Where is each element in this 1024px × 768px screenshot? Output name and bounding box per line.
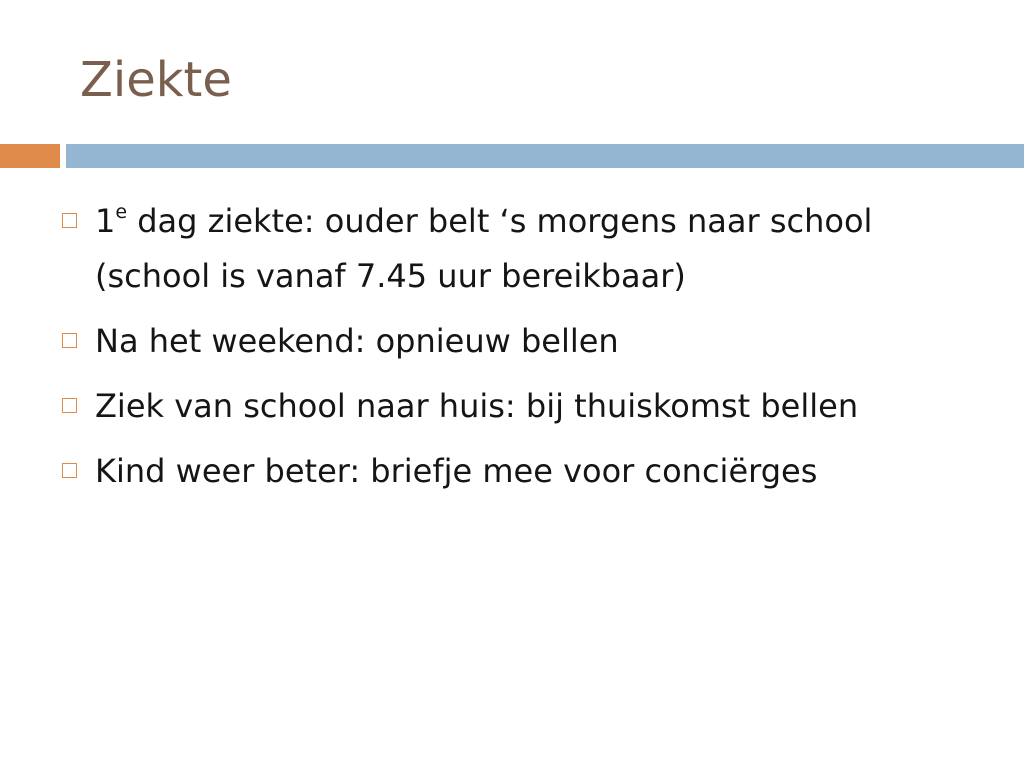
- bullet-text: Kind weer beter: briefje mee voor conciërges: [95, 452, 818, 490]
- bullet-superscript: e: [115, 201, 128, 223]
- accent-bar-orange: [0, 144, 60, 168]
- slide-title: Ziekte: [80, 52, 232, 108]
- bullet-item: [62, 444, 922, 499]
- bullet-text: Na het weekend: opnieuw bellen: [95, 322, 619, 360]
- hollow-square-icon: [62, 398, 77, 413]
- bullet-list: [62, 194, 922, 509]
- hollow-square-icon: [62, 213, 77, 228]
- bullet-item: [62, 314, 922, 369]
- hollow-square-icon: [62, 463, 77, 478]
- bullet-item: [62, 379, 922, 434]
- bullet-text: Ziek van school naar huis: bij thuiskomst bellen: [95, 387, 859, 425]
- accent-bar-blue: [66, 144, 1024, 168]
- bullet-text: dag ziekte: ouder belt ‘s morgens naar school (school is vanaf 7.45 uur bereikbaar): [95, 202, 873, 295]
- bullet-item: [62, 194, 922, 304]
- bullet-prefix: 1: [95, 202, 116, 240]
- hollow-square-icon: [62, 333, 77, 348]
